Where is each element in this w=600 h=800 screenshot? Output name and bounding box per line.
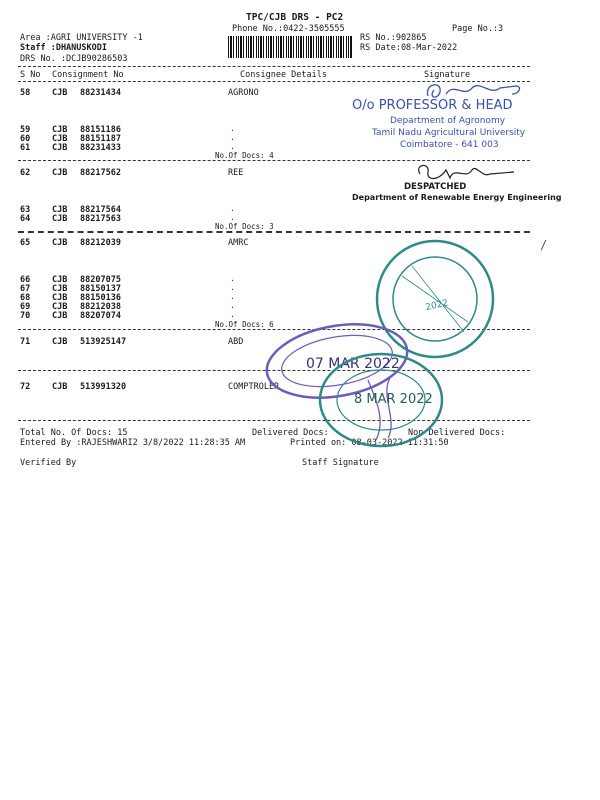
dot-marker: . xyxy=(230,310,235,319)
row-consignment: 88212038 xyxy=(80,302,121,312)
row-consignment: 88212039 xyxy=(80,238,121,248)
row-consignee: AMRC xyxy=(228,238,249,248)
group-doc-count: No.Of Docs: 6 xyxy=(215,320,274,329)
row-consignee: REE xyxy=(228,168,244,178)
row-sno: 61 xyxy=(20,143,31,153)
row-consignee: COMPTROLER xyxy=(228,382,280,392)
row-sno: 62 xyxy=(20,168,31,178)
ree-stamp-line1: DESPATCHED xyxy=(404,182,467,192)
column-consignment: Consignment No xyxy=(52,70,124,80)
non-delivered-docs: Non Delivered Docs: xyxy=(408,428,506,438)
dot-marker: . xyxy=(230,142,235,151)
date-stamp-2: 8 MAR 2022 xyxy=(354,392,433,407)
row-prefix: CJB xyxy=(52,284,68,294)
group-doc-count: No.Of Docs: 4 xyxy=(215,151,274,160)
row-sno: 66 xyxy=(20,275,31,285)
row-sno: 69 xyxy=(20,302,31,312)
staff-signature: Staff Signature xyxy=(302,458,379,468)
row-consignment: 513925147 xyxy=(80,337,127,347)
rs-number: RS No.:902865 xyxy=(360,33,427,43)
agronomy-stamp-line3: Tamil Nadu Agricultural University xyxy=(372,128,526,138)
document-title: TPC/CJB DRS - PC2 xyxy=(246,12,344,23)
row-consignment: 88231433 xyxy=(80,143,121,153)
dot-marker: . xyxy=(230,274,235,283)
row-sno: 64 xyxy=(20,214,31,224)
divider xyxy=(18,420,530,421)
row-sno: 71 xyxy=(20,337,31,347)
row-consignment: 88217564 xyxy=(80,205,121,215)
pen-mark: / xyxy=(540,238,548,252)
row-prefix: CJB xyxy=(52,382,68,392)
row-sno: 59 xyxy=(20,125,31,135)
drs-number: DRS No. :DCJB90286503 xyxy=(20,54,128,64)
staff-label: Staff :DHANUSKODI xyxy=(20,43,107,53)
divider xyxy=(18,231,530,233)
dot-marker: . xyxy=(230,133,235,142)
delivered-docs: Delivered Docs: xyxy=(252,428,329,438)
printed-on: Printed on: 08-03-2022 11:31:50 xyxy=(290,438,449,448)
row-sno: 65 xyxy=(20,238,31,248)
row-consignment: 88151186 xyxy=(80,125,121,135)
dot-marker: . xyxy=(230,301,235,310)
row-consignment: 88207075 xyxy=(80,275,121,285)
row-prefix: CJB xyxy=(52,293,68,303)
page-number: Page No.:3 xyxy=(452,24,504,34)
row-consignment: 88217563 xyxy=(80,214,121,224)
row-prefix: CJB xyxy=(52,275,68,285)
column-signature: Signature xyxy=(424,70,471,80)
row-prefix: CJB xyxy=(52,337,68,347)
divider xyxy=(18,66,530,67)
date-stamp-1: 07 MAR 2022 xyxy=(306,356,400,372)
svg-text:2022: 2022 xyxy=(424,298,450,314)
row-consignment: 88207074 xyxy=(80,311,121,321)
row-consignee: ABD xyxy=(228,337,244,347)
row-consignment: 513991320 xyxy=(80,382,127,392)
entered-by: Entered By :RAJESHWARI2 3/8/2022 11:28:35 AM xyxy=(20,438,246,448)
row-prefix: CJB xyxy=(52,125,68,135)
row-consignment: 88150137 xyxy=(80,284,121,294)
rs-date: RS Date:08-Mar-2022 xyxy=(360,43,458,53)
agronomy-stamp-line2: Department of Agronomy xyxy=(390,116,506,126)
ree-stamp-line2: Department of Renewable Energy Engineering xyxy=(352,193,562,202)
row-sno: 67 xyxy=(20,284,31,294)
agronomy-stamp-line1: O/o PROFESSOR & HEAD xyxy=(352,98,513,113)
row-prefix: CJB xyxy=(52,168,68,178)
dot-marker: . xyxy=(230,204,235,213)
row-consignment: 88151187 xyxy=(80,134,121,144)
column-consignee: Consignee Details xyxy=(240,70,327,80)
row-prefix: CJB xyxy=(52,311,68,321)
row-prefix: CJB xyxy=(52,88,68,98)
dot-marker: . xyxy=(230,124,235,133)
row-consignee: AGRONO xyxy=(228,88,259,98)
row-prefix: CJB xyxy=(52,214,68,224)
row-consignment: 88150136 xyxy=(80,293,121,303)
row-sno: 70 xyxy=(20,311,31,321)
phone-number: Phone No.:0422-3505555 xyxy=(232,24,345,34)
total-docs: Total No. Of Docs: 15 xyxy=(20,428,128,438)
agronomy-stamp-line4: Coimbatore - 641 003 xyxy=(400,140,499,150)
dot-marker: . xyxy=(230,213,235,222)
area-label: Area :AGRI UNIVERSITY -1 xyxy=(20,33,143,43)
dot-marker: . xyxy=(230,283,235,292)
row-sno: 63 xyxy=(20,205,31,215)
row-sno: 60 xyxy=(20,134,31,144)
row-prefix: CJB xyxy=(52,143,68,153)
row-prefix: CJB xyxy=(52,238,68,248)
row-sno: 58 xyxy=(20,88,31,98)
row-consignment: 88217562 xyxy=(80,168,121,178)
verified-by: Verified By xyxy=(20,458,77,468)
group-doc-count: No.Of Docs: 3 xyxy=(215,222,274,231)
row-prefix: CJB xyxy=(52,134,68,144)
row-sno: 68 xyxy=(20,293,31,303)
row-sno: 72 xyxy=(20,382,31,392)
row-prefix: CJB xyxy=(52,302,68,312)
column-sno: S No xyxy=(20,70,41,80)
barcode xyxy=(228,36,352,58)
row-prefix: CJB xyxy=(52,205,68,215)
dot-marker: . xyxy=(230,292,235,301)
row-consignment: 88231434 xyxy=(80,88,121,98)
